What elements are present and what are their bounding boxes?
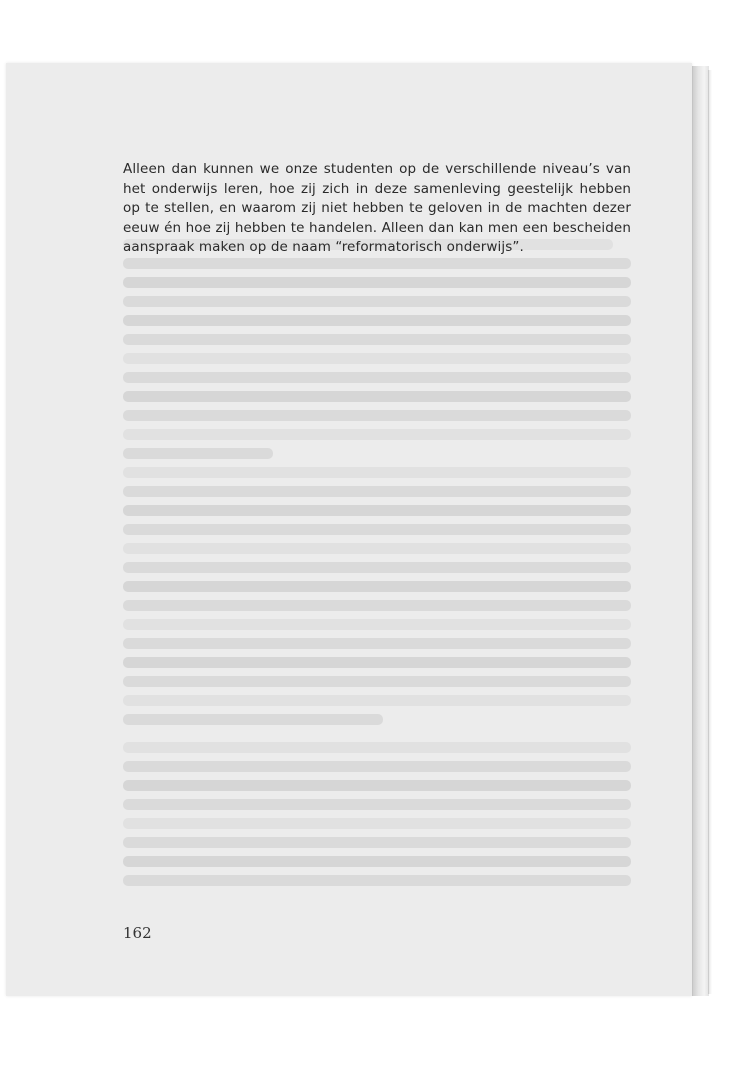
page-stack-edge xyxy=(692,66,709,996)
body-paragraph: Alleen dan kunnen we onze studenten op de verschillende niveau’s van het onderwijs leren, hoe zij zich in deze samenleving geestelijk hebben op te stellen, en waarom zij niet hebben te geloven in de machten dezer eeuw én hoe zij hebben te handelen. Alleen dan kan men een bescheiden aanspraak maken op de naam “reformatorisch onderwijs”. xyxy=(123,161,631,255)
page-edge-shadow xyxy=(708,70,712,994)
page-number: 162 xyxy=(123,924,152,942)
